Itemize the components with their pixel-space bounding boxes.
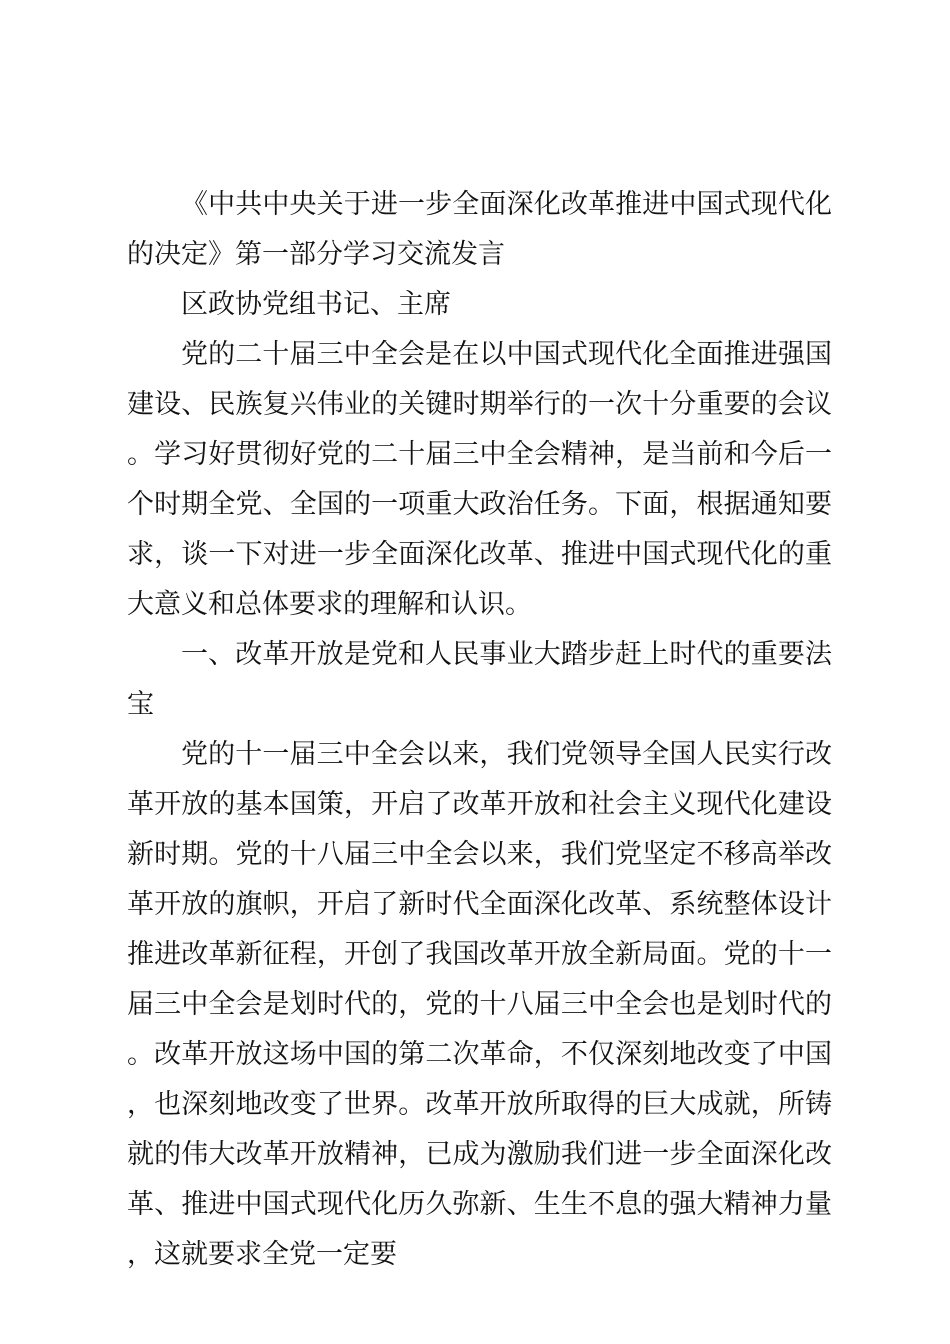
- speaker-line: 区政协党组书记、主席: [181, 289, 451, 320]
- paragraph-intro: 党的二十届三中全会是在以中国式现代化全面推进强国建设、民族复兴伟业的关键时期举行的一次十分重要的会议。学习好贯彻好党的二十届三中全会精神，是当前和今后一个时期全党、全国的一项重大政治任务。下面，根据通知要求，谈一下对进一步全面深化改革、推进中国式现代化的重大意义和总体要求的理解和认识。: [127, 339, 832, 620]
- section-heading-1: 一、改革开放是党和人民事业大踏步赶上时代的重要法宝: [127, 639, 832, 720]
- document-title: 《中共中央关于进一步全面深化改革推进中国式现代化的决定》第一部分学习交流发言: [127, 189, 832, 270]
- document-body: [127, 180, 832, 1280]
- paragraph-section-1: 党的十一届三中全会以来，我们党领导全国人民实行改革开放的基本国策，开启了改革开放和社会主义现代化建设新时期。党的十八届三中全会以来，我们党坚定不移高举改革开放的旗帜，开启了新时代全面深化改革、系统整体设计推进改革新征程，开创了我国改革开放全新局面。党的十一届三中全会是划时代的，党的十八届三中全会也是划时代的。改革开放这场中国的第二次革命，不仅深刻地改变了中国，也深刻地改变了世界。改革开放所取得的巨大成就，所铸就的伟大改革开放精神，已成为激励我们进一步全面深化改革、推进中国式现代化历久弥新、生生不息的强大精神力量，这就要求全党一定要: [127, 739, 832, 1270]
